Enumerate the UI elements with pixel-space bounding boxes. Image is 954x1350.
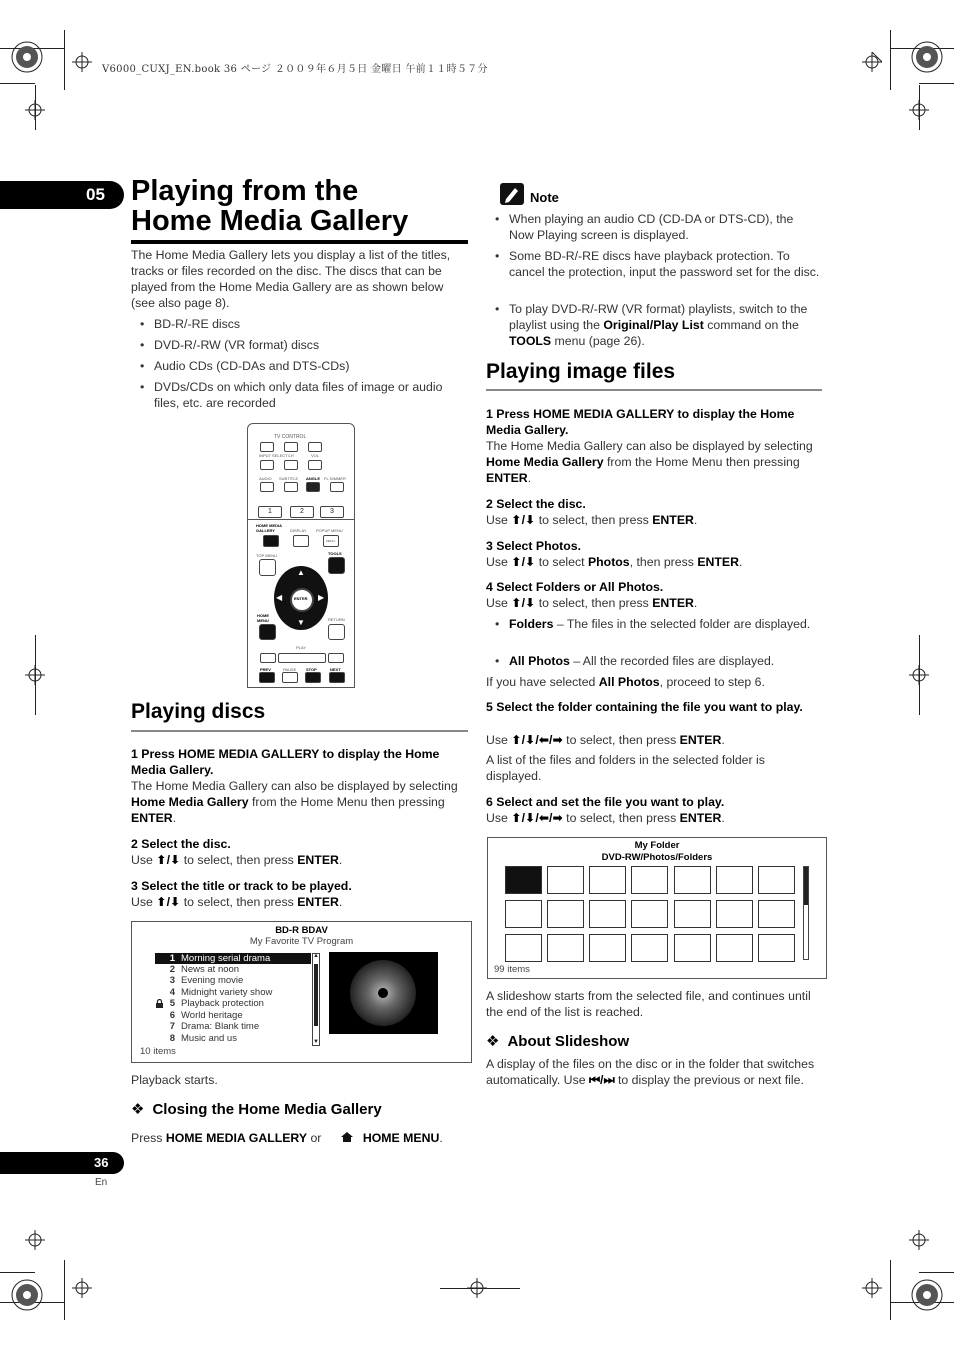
audio-button xyxy=(260,482,274,492)
step-2-title: 2 Select the disc. xyxy=(131,837,231,851)
scroll-up-icon: ▲ xyxy=(313,953,319,959)
slideshow-body: A display of the files on the disc or in the folder that switches automatically. Use ⏮/⏭ to display the previous or next file. xyxy=(486,1057,815,1087)
play-button xyxy=(278,653,326,663)
dpad-right-icon: ▶ xyxy=(318,593,325,602)
prev-button xyxy=(259,672,275,683)
crosshair-icon xyxy=(72,1278,92,1298)
diamond-bullet-icon: ❖ xyxy=(131,1101,145,1118)
section-heading-playing-discs: Playing discs xyxy=(131,700,266,723)
home-menu-button xyxy=(259,624,276,640)
thumbnail-cell[interactable] xyxy=(674,866,711,894)
folder-grid-screen xyxy=(487,837,827,979)
list-item: • Audio CDs (CD-DAs and DTS-CDs) xyxy=(154,358,466,374)
vol-down-button xyxy=(308,460,322,470)
step-1-title: 1 Press HOME MEDIA GALLERY to display the Home Media Gallery. xyxy=(131,747,440,777)
step-4-body: Use ⬆/⬇ to select, then press ENTER. xyxy=(486,596,698,610)
crosshair-icon xyxy=(909,100,929,120)
thumbnail-cell[interactable] xyxy=(505,900,542,928)
screen-title: My Folder xyxy=(634,840,680,851)
num1-button: 1 xyxy=(258,506,282,518)
crosshair-icon xyxy=(909,1230,929,1250)
thumbnail-cell[interactable] xyxy=(505,866,542,894)
slideshow-starts-text: A slideshow starts from the selected file, and continues until the end of the list is reached. xyxy=(486,989,811,1019)
list-item[interactable]: 6 World heritage xyxy=(169,1010,243,1021)
num3-button: 3 xyxy=(320,506,344,518)
thumbnail-cell[interactable] xyxy=(631,934,668,962)
tv-power-button xyxy=(260,442,274,452)
thumbnail-cell[interactable] xyxy=(505,934,542,962)
section-heading-playing-images: Playing image files xyxy=(486,360,676,383)
screen-subtitle: DVD-RW/Photos/Folders xyxy=(601,852,713,863)
chapter-tab xyxy=(0,181,124,209)
subsection-heading-closing: ❖ Closing the Home Media Gallery xyxy=(131,1101,382,1118)
step-5-title: 5 Select the folder containing the file you want to play. xyxy=(486,700,803,714)
registration-mark-icon xyxy=(910,40,944,74)
scroll-down-icon: ▼ xyxy=(313,1039,319,1045)
diamond-bullet-icon: ❖ xyxy=(486,1033,500,1050)
thumbnail-cell[interactable] xyxy=(631,866,668,894)
display-button xyxy=(293,535,309,547)
playback-starts-text: Playback starts. xyxy=(131,1073,218,1087)
page-number-tab xyxy=(0,1152,124,1174)
step-1-title: 1 Press HOME MEDIA GALLERY to display the Home Media Gallery. xyxy=(486,407,795,437)
registration-mark-icon xyxy=(10,40,44,74)
list-item: • Folders – The files in the selected folder are displayed. xyxy=(509,616,821,632)
thumbnail-cell[interactable] xyxy=(547,934,584,962)
pause-button xyxy=(282,672,298,683)
list-item[interactable]: 1 Morning serial drama xyxy=(155,953,311,964)
crosshair-icon xyxy=(25,665,45,685)
item-count: 10 items xyxy=(140,1046,176,1057)
scrollbar-thumb[interactable] xyxy=(314,964,318,1026)
list-item[interactable]: 2 News at noon xyxy=(169,964,240,975)
list-item[interactable]: 7 Drama: Blank time xyxy=(169,1021,260,1032)
dpad-up-icon: ▲ xyxy=(297,568,305,577)
note-icon xyxy=(500,183,524,205)
dpad-down-icon: ▼ xyxy=(297,618,305,627)
thumbnail-cell[interactable] xyxy=(758,934,795,962)
step-5-after: A list of the files and folders in the selected folder is displayed. xyxy=(486,753,765,783)
print-meta: V6000_CUXJ_EN.book 36 ページ ２００９年６月５日 金曜日 午前１１時５７分 xyxy=(102,64,488,75)
crosshair-icon xyxy=(862,52,882,72)
closing-body: Press HOME MEDIA GALLERY or HOME MENU. xyxy=(131,1131,443,1145)
thumbnail-cell[interactable] xyxy=(631,900,668,928)
disc-list-screen xyxy=(131,921,472,1063)
fl-dimmer-button xyxy=(330,482,344,492)
note-label: Note xyxy=(530,190,559,205)
list-item[interactable]: 3 Evening movie xyxy=(169,975,244,986)
step-3-body: Use ⬆/⬇ to select Photos, then press ENTER. xyxy=(486,555,743,569)
step-2-body: Use ⬆/⬇ to select, then press ENTER. xyxy=(486,513,698,527)
thumbnail-preview xyxy=(329,952,438,1034)
item-count: 99 items xyxy=(494,964,530,975)
section-rule xyxy=(486,389,822,391)
list-item: • DVDs/CDs on which only data files of image or audio files, etc. are recorded xyxy=(154,379,466,411)
thumbnail-cell[interactable] xyxy=(758,900,795,928)
scrollbar-thumb[interactable] xyxy=(804,867,808,905)
four-way-arrows-icon: ⬆/⬇/⬅/➡ xyxy=(511,733,563,747)
step-4-after: If you have selected All Photos, proceed to step 6. xyxy=(486,675,765,689)
section-rule xyxy=(131,730,468,732)
list-item[interactable]: 8 Music and us xyxy=(169,1033,237,1044)
note-item: • Some BD-R/-RE discs have playback protection. To cancel the protection, input the password set for the disc. xyxy=(509,248,821,280)
step-3-title: 3 Select Photos. xyxy=(486,539,581,553)
dpad-left-icon: ◀ xyxy=(276,593,283,602)
input-select-button xyxy=(260,460,274,470)
top-menu-button xyxy=(259,559,276,576)
step-5-body: Use ⬆/⬇/⬅/➡ to select, then press ENTER. xyxy=(486,733,725,747)
step-3-body: Use ⬆/⬇ to select, then press ENTER. xyxy=(131,895,343,909)
thumbnail-cell[interactable] xyxy=(716,900,753,928)
scrollbar[interactable] xyxy=(803,866,809,960)
next-button xyxy=(329,672,345,683)
thumbnail-cell[interactable] xyxy=(589,900,626,928)
step-2-title: 2 Select the disc. xyxy=(486,497,586,511)
thumbnail-cell[interactable] xyxy=(716,934,753,962)
vol-up-button xyxy=(308,442,322,452)
subsection-heading-slideshow: ❖ About Slideshow xyxy=(486,1033,630,1050)
crosshair-icon xyxy=(909,665,929,685)
thumbnail-cell[interactable] xyxy=(589,866,626,894)
thumbnail-cell[interactable] xyxy=(716,866,753,894)
up-down-arrows-icon: ⬆/⬇ xyxy=(511,555,536,569)
title-list xyxy=(155,953,322,1046)
step-3-title: 3 Select the title or track to be played. xyxy=(131,879,352,893)
thumbnail-cell[interactable] xyxy=(674,900,711,928)
title-rule xyxy=(131,240,468,244)
thumbnail-cell[interactable] xyxy=(674,934,711,962)
thumbnail-cell[interactable] xyxy=(758,866,795,894)
list-item: • All Photos – All the recorded files are displayed. xyxy=(509,653,821,669)
list-item: • DVD-R/-RW (VR format) discs xyxy=(154,337,466,353)
ch-up-button xyxy=(284,442,298,452)
page-number: 36 xyxy=(94,1155,109,1170)
step-2-body: Use ⬆/⬇ to select, then press ENTER. xyxy=(131,853,343,867)
up-down-arrows-icon: ⬆/⬇ xyxy=(511,513,536,527)
crosshair-icon xyxy=(72,52,92,72)
fwd-button xyxy=(328,653,344,663)
home-icon xyxy=(339,1130,355,1144)
chapter-number: 05 xyxy=(86,185,105,204)
ch-down-button xyxy=(284,460,298,470)
step-1-body: The Home Media Gallery can also be displayed by selecting Home Media Gallery from the Home Menu then pressing ENTER. xyxy=(131,779,458,825)
registration-mark-icon xyxy=(10,1278,44,1312)
list-item[interactable]: 5 Playback protection xyxy=(155,998,311,1009)
note-item: • To play DVD-R/-RW (VR format) playlists, switch to the playlist using the Original/Play List command on the TOOLS menu (page 26). xyxy=(509,301,821,349)
intro-paragraph: The Home Media Gallery lets you display a list of the titles, tracks or files recorded on the disc. The discs that can be played from the Home Media Gallery are as shown below (see also page 8). xyxy=(131,248,451,310)
language-code: En xyxy=(95,1177,108,1188)
registration-mark-icon xyxy=(910,1278,944,1312)
return-button xyxy=(328,624,345,640)
crosshair-icon xyxy=(862,1278,882,1298)
lock-icon xyxy=(155,999,164,1008)
page-title: Playing from the Home Media Gallery xyxy=(131,175,409,237)
up-down-arrows-icon: ⬆/⬇ xyxy=(156,853,181,867)
note-item: • When playing an audio CD (CD-DA or DTS-CD), the Now Playing screen is displayed. xyxy=(509,211,821,243)
crosshair-icon xyxy=(25,1230,45,1250)
crosshair-icon xyxy=(25,100,45,120)
up-down-arrows-icon: ⬆/⬇ xyxy=(156,895,181,909)
screen-title: BD-R BDAV xyxy=(275,925,328,936)
step-6-body: Use ⬆/⬇/⬅/➡ to select, then press ENTER. xyxy=(486,811,725,825)
thumbnail-cell[interactable] xyxy=(547,866,584,894)
crosshair-icon xyxy=(467,1278,487,1298)
step-1-body: The Home Media Gallery can also be displayed by selecting Home Media Gallery from the Home Menu then pressing ENTER. xyxy=(486,439,813,485)
thumbnail-cell[interactable] xyxy=(547,900,584,928)
step-6-title: 6 Select and set the file you want to play. xyxy=(486,795,725,809)
num2-button: 2 xyxy=(290,506,314,518)
thumbnail-cell[interactable] xyxy=(589,934,626,962)
four-way-arrows-icon: ⬆/⬇/⬅/➡ xyxy=(511,811,563,825)
screen-subtitle: My Favorite TV Program xyxy=(249,936,354,947)
scrollbar[interactable] xyxy=(312,953,320,1046)
stop-button xyxy=(305,672,321,683)
rev-button xyxy=(260,653,276,663)
step-4-title: 4 Select Folders or All Photos. xyxy=(486,580,664,594)
tools-button xyxy=(328,557,345,574)
remote-illustration: TV CONTROL INPUT SELECT CH VOL AUDIO SUBTITLE ANGLE FL DIMMER 1 2 3 HOME MEDIA GALLERY DISPLAY POPUP MENU MENU TOP MENU TOOLS ENTER ▲ ▼ ◀ ▶ HOME MENU RETURN PLAY PREV PAUSE STOP NEXT xyxy=(247,423,355,688)
popup-menu-button: MENU xyxy=(323,535,339,547)
prev-next-icon: ⏮/⏭ xyxy=(588,1073,615,1087)
disc-icon xyxy=(329,952,438,1034)
home-media-gallery-button xyxy=(263,535,279,547)
list-item: • BD-R/-RE discs xyxy=(154,316,466,332)
angle-button xyxy=(306,482,320,492)
list-item[interactable]: 4 Midnight variety show xyxy=(169,987,273,998)
up-down-arrows-icon: ⬆/⬇ xyxy=(511,596,536,610)
subtitle-button xyxy=(284,482,298,492)
